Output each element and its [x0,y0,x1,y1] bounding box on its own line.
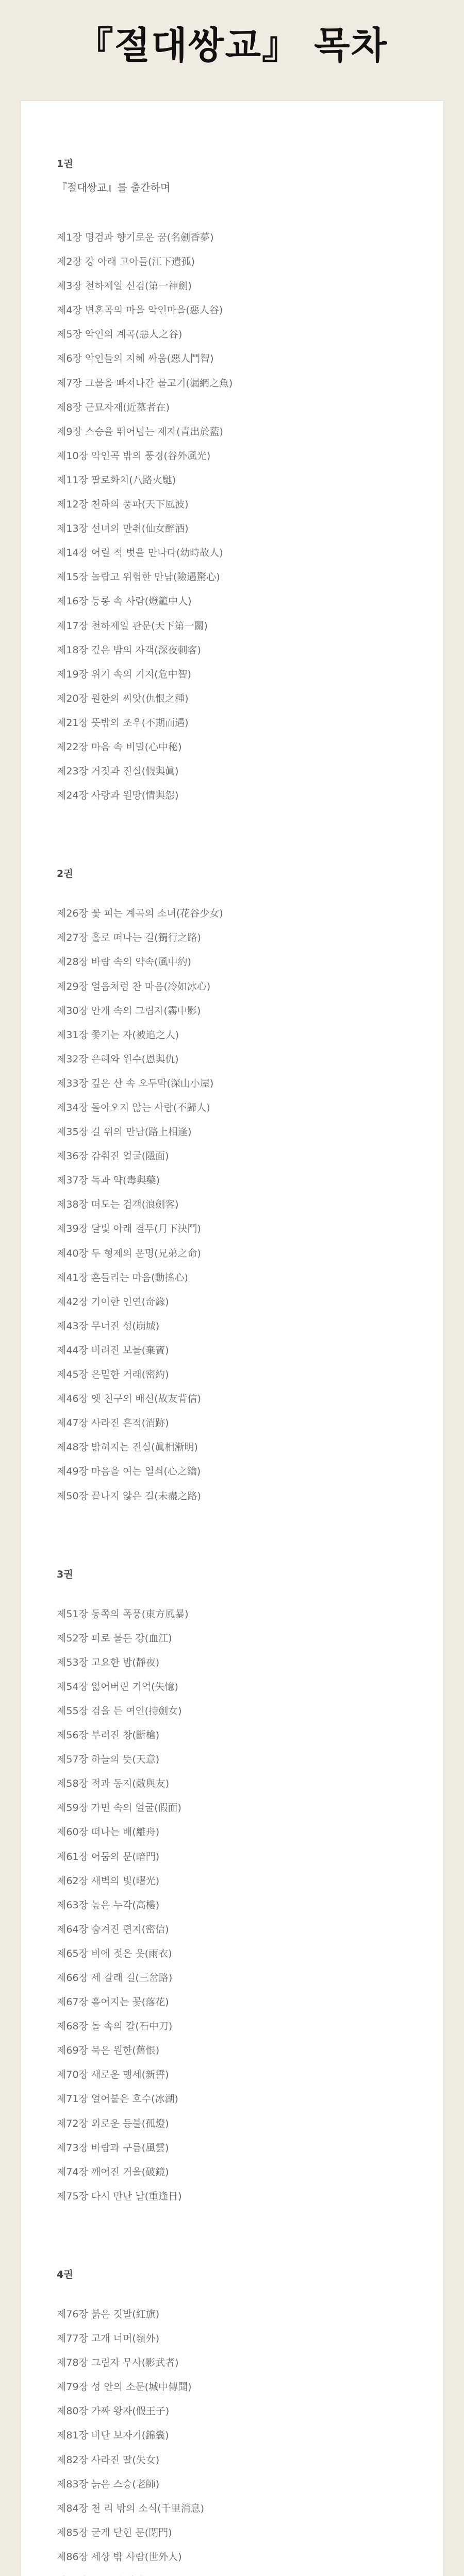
chapter-item: 제34장 돌아오지 않는 사람(不歸人) [57,1102,210,1113]
chapter-item: 제44장 버려진 보물(棄寶) [57,1344,169,1356]
chapter-item: 제51장 동쪽의 폭풍(東方風暴) [57,1608,189,1620]
chapter-item: 제84장 천 리 밖의 소식(千里消息) [57,2502,204,2514]
chapter-item: 제17장 천하제일 관문(天下第一關) [57,620,208,632]
chapter-item [57,2569,412,2576]
chapter-item: 제37장 독과 약(毒與藥) [57,1175,160,1187]
chapter-item: 제46장 옛 친구의 배신(故友背信) [57,1393,201,1405]
chapter-item: 제79장 성 안의 소문(城中傳聞) [57,2381,192,2393]
chapter-item: 제26장 꽃 피는 계곡의 소녀(花谷少女) [57,908,223,920]
chapter-item: 제57장 하늘의 뜻(天意) [57,1754,160,1766]
chapter-item: 제30장 안개 속의 그림자(霧中影) [57,1005,201,1016]
volume-heading: 3권 [57,1568,73,1580]
volume-section [57,1569,412,2209]
chapter-item: 제11장 팔로화치(八路火馳) [57,474,176,486]
chapter-item: 제40장 두 형제의 운명(兄弟之命) [57,1247,201,1259]
chapter-item: 제20장 원한의 씨앗(仇恨之種) [57,692,189,704]
chapter-item: 제55장 검을 든 여인(持劍女) [57,1705,182,1717]
chapter-item: 제9장 스승을 뛰어넘는 제자(青出於藍) [57,426,223,437]
chapter-item: 제54장 잃어버린 기억(失憶) [57,1681,178,1692]
toc-content [57,159,412,2576]
volume-heading: 1권 [57,158,73,170]
volume-section [57,159,412,808]
chapter-item: 제18장 깊은 밤의 자객(深夜刺客) [57,644,201,656]
volume-heading: 4권 [57,2268,73,2280]
chapter-item: 제83장 늙은 스승(老師) [57,2478,160,2490]
chapter-item: 제8장 근묘자재(近墓者在) [57,401,170,413]
chapter-item: 제75장 다시 만난 날(重逢日) [57,2190,182,2202]
chapter-item: 제31장 쫓기는 자(被追之人) [57,1029,179,1041]
chapter-list [57,226,412,808]
chapter-item: 제69장 묵은 원한(舊恨) [57,2045,160,2057]
chapter-item: 제38장 떠도는 검객(浪劍客) [57,1199,179,1211]
chapter-item: 제47장 사라진 흔적(消跡) [57,1417,169,1429]
chapter-item: 제2장 강 아래 고아들(江下遺孤) [57,256,195,268]
chapter-item: 제36장 감춰진 얼굴(隱面) [57,1150,169,1162]
chapter-list [57,2302,412,2576]
chapter-item: 제43장 무너진 성(崩城) [57,1320,160,1332]
chapter-item: 제86장 세상 밖 사람(世外人) [57,2551,182,2563]
chapter-item: 제63장 높은 누각(高樓) [57,1899,160,1911]
chapter-item: 제60장 떠나는 배(離舟) [57,1826,160,1838]
chapter-item: 제73장 바람과 구름(風雲) [57,2142,169,2154]
chapter-item: 제71장 얼어붙은 호수(冰湖) [57,2093,178,2105]
chapter-item: 제82장 사라진 딸(失女) [57,2454,160,2466]
volume-subtitle: 『절대쌍교』를 출간하며 [57,181,171,194]
chapter-item: 제77장 고개 너머(嶺外) [57,2333,160,2345]
chapter-item: 제56장 부러진 창(斷槍) [57,1730,160,1741]
chapter-item: 제61장 어둠의 문(暗門) [57,1851,160,1862]
chapter-list [57,902,412,1508]
chapter-item: 제62장 새벽의 빛(曙光) [57,1875,160,1887]
chapter-item: 제16장 등롱 속 사람(燈籠中人) [57,596,192,607]
volume-section [57,869,412,1508]
chapter-item: 제67장 흩어지는 꽃(落花) [57,1996,169,2008]
chapter-item: 제4장 변혼곡의 마을 악인마을(惡人谷) [57,304,223,316]
page-title: 『절대쌍교』 목차 [76,23,388,67]
chapter-item: 제39장 달빛 아래 결투(月下決鬥) [57,1223,201,1235]
chapter-item: 제22장 마음 속 비밀(心中秘) [57,741,182,753]
chapter-item: 제13장 선녀의 만취(仙女醉酒) [57,523,189,535]
chapter-item: 제49장 마음을 여는 열쇠(心之鑰) [57,1466,201,1478]
chapter-item: 제65장 비에 젖은 옷(雨衣) [57,1947,172,1959]
chapter-item: 제21장 뜻밖의 조우(不期而遇) [57,717,189,728]
chapter-item: 제58장 적과 동지(敵與友) [57,1778,170,1790]
volume-section [57,2269,412,2576]
chapter-item: 제80장 가짜 왕자(假王子) [57,2405,170,2417]
chapter-item: 제23장 거짓과 진실(假與眞) [57,766,179,777]
chapter-item: 제78장 그림자 무사(影武者) [57,2357,179,2369]
chapter-item: 제85장 굳게 닫힌 문(閉門) [57,2527,172,2538]
chapter-item: 제42장 기이한 인연(奇緣) [57,1296,169,1308]
chapter-item: 제64장 숨겨진 편지(密信) [57,1923,169,1935]
chapter-item: 제14장 어릴 적 벗을 만나다(幼時故人) [57,547,223,559]
chapter-item: 제66장 세 갈래 길(三岔路) [57,1972,173,1984]
toc-paper [21,101,443,2576]
chapter-item: 제70장 새로운 맹세(新誓) [57,2069,169,2081]
chapter-item: 제10장 악인곡 밖의 풍경(谷外風光) [57,450,211,462]
chapter-item: 제72장 외로운 등불(孤燈) [57,2117,169,2129]
chapter-item: 제5장 악인의 계곡(惡人之谷) [57,329,183,341]
chapter-item: 제29장 얼음처럼 찬 마음(冷如冰心) [57,980,211,992]
chapter-item: 제52장 피로 물든 강(血江) [57,1632,172,1644]
chapter-item: 제35장 길 위의 만남(路上相逢) [57,1126,192,1138]
chapter-item: 제76장 붉은 깃발(紅旗) [57,2308,160,2320]
chapter-item: 제6장 악인들의 지혜 싸움(惡人鬥智) [57,353,214,365]
chapter-item: 제50장 끝나지 않은 길(未盡之路) [57,1490,201,1502]
chapter-item: 제81장 비단 보자기(錦囊) [57,2430,169,2442]
chapter-item: 제53장 고요한 밤(靜夜) [57,1656,160,1668]
chapter-item: 제41장 흔들리는 마음(動搖心) [57,1272,188,1283]
chapter-item: 제15장 놀랍고 위험한 만남(險遇驚心) [57,571,220,583]
chapter-list [57,1602,412,2209]
chapter-item: 제1장 명검과 향기로운 꿈(名劍香夢) [57,232,214,243]
chapter-item: 제24장 사랑과 원망(情與怨) [57,790,179,802]
chapter-item: 제12장 천하의 풍파(天下風波) [57,499,189,511]
volume-heading: 2권 [57,868,73,880]
chapter-item: 제45장 은밀한 거래(密約) [57,1369,169,1381]
chapter-item: 제74장 깨어진 거울(破鏡) [57,2166,169,2178]
chapter-item: 제33장 깊은 산 속 오두막(深山小屋) [57,1077,214,1089]
chapter-item: 제68장 돌 속의 칼(石中刀) [57,2021,173,2032]
chapter-item: 제7장 그물을 빠져나간 물고기(漏網之魚) [57,377,233,389]
chapter-item: 제19장 위기 속의 기지(危中智) [57,668,191,680]
chapter-item: 제32장 은혜와 원수(恩與仇) [57,1053,179,1065]
chapter-item: 제27장 홀로 떠나는 길(獨行之路) [57,932,201,944]
chapter-item: 제48장 밝혀지는 진실(眞相漸明) [57,1442,198,1453]
chapter-item: 제3장 천하제일 신검(第一神劍) [57,280,192,292]
chapter-item: 제59장 가면 속의 얼굴(假面) [57,1802,181,1814]
chapter-item: 제28장 바람 속의 약속(風中約) [57,956,191,968]
